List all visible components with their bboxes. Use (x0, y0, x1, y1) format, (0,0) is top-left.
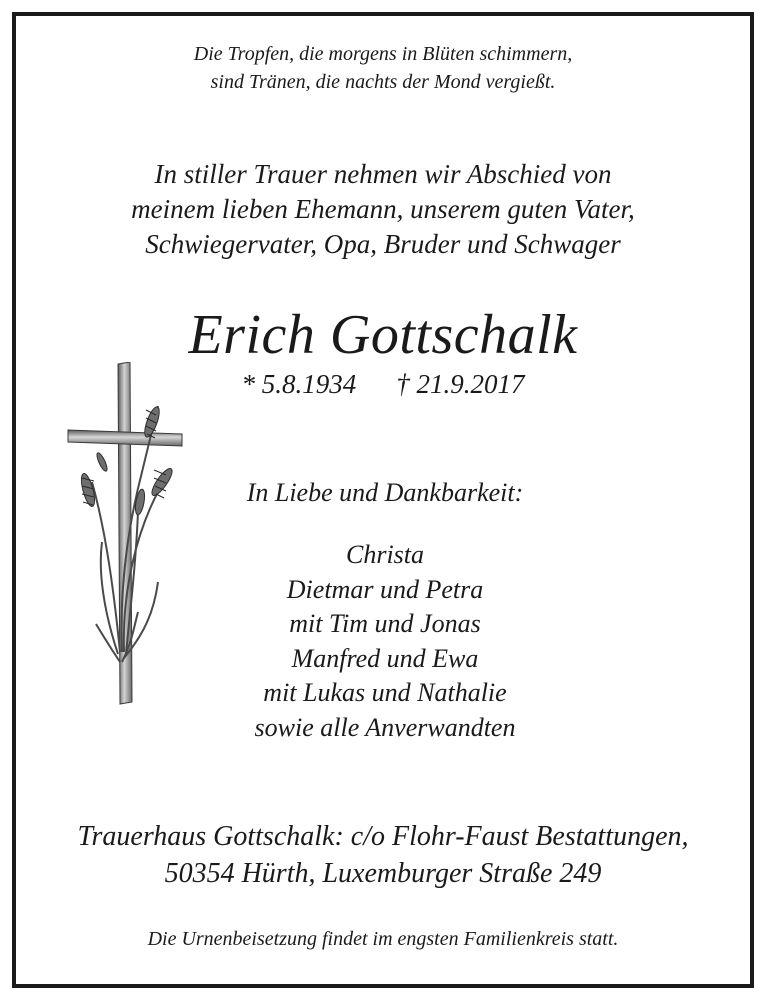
list-item: mit Tim und Jonas (289, 609, 481, 638)
poem-verse (0, 40, 766, 96)
intro-line-3: Schwiegervater, Opa, Bruder und Schwager (145, 229, 621, 259)
address-line-1: Trauerhaus Gottschalk: c/o Flohr-Faust Bestattungen, (77, 821, 689, 852)
cross-with-wheat-icon (62, 362, 188, 706)
death-date: † 21.9.2017 (396, 369, 525, 399)
mourning-house-address (0, 818, 766, 892)
poem-line-1: Die Tropfen, die morgens in Blüten schimmern, (193, 43, 573, 65)
list-item: Christa (345, 540, 425, 569)
intro-line-2: meinem lieben Ehemann, unserem guten Vater, (131, 194, 635, 224)
mourning-intro (0, 157, 766, 262)
list-item: mit Lukas und Nathalie (263, 678, 507, 707)
intro-line-1: In stiller Trauer nehmen wir Abschied von (154, 159, 612, 189)
address-line-2: 50354 Hürth, Luxemburger Straße 249 (164, 858, 602, 889)
burial-note: Die Urnenbeisetzung findet im engsten Familienkreis statt. (147, 928, 619, 950)
list-item: Dietmar und Petra (286, 574, 484, 604)
birth-date: * 5.8.1934 (241, 369, 357, 399)
list-item: sowie alle Anverwandten (254, 712, 516, 742)
poem-line-2: sind Tränen, die nachts der Mond vergießt. (210, 71, 556, 93)
list-item: Manfred und Ewa (291, 643, 479, 673)
thanks-line: In Liebe und Dankbarkeit: (246, 478, 524, 507)
deceased-name: Erich Gottschalk (188, 304, 578, 366)
family-list (190, 538, 580, 745)
